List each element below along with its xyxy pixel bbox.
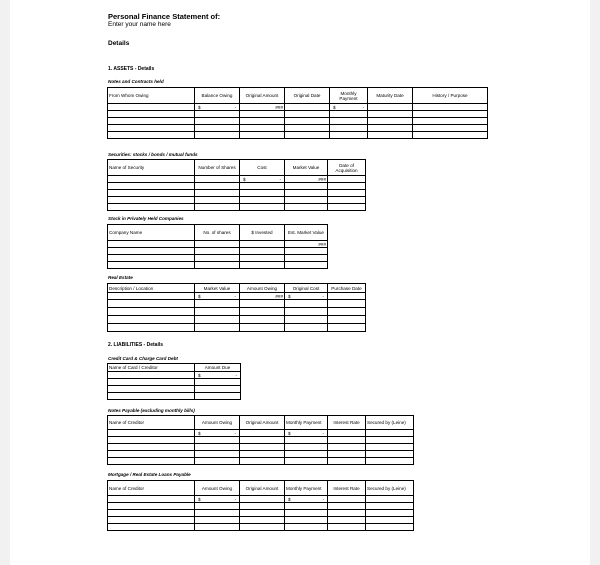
column-header: Amount Owing [195, 481, 240, 496]
table-cell[interactable] [195, 444, 240, 451]
table-cell[interactable] [108, 262, 195, 269]
table-cell[interactable] [328, 308, 366, 316]
table-cell[interactable] [108, 372, 195, 379]
table-cell[interactable] [285, 430, 328, 437]
table-cell[interactable] [108, 118, 195, 125]
table-cell[interactable] [195, 372, 241, 379]
table-cell[interactable] [285, 197, 328, 204]
table-cell[interactable] [240, 524, 285, 531]
notes-payable-title: Notes Payable (excluding monthly bills) [108, 408, 195, 413]
document-title: Personal Finance Statement of: [108, 12, 221, 21]
table-cell[interactable] [240, 316, 285, 324]
mortgage-table [107, 480, 414, 531]
table-cell[interactable] [240, 204, 285, 211]
table-cell[interactable] [195, 255, 240, 262]
table-cell[interactable] [330, 118, 368, 125]
table-cell[interactable] [285, 262, 328, 269]
private-stock-title: Stock in Privately Held Companies [108, 216, 184, 221]
table-cell[interactable] [108, 386, 195, 393]
table-row [108, 510, 414, 517]
column-header: Name of Security [108, 160, 195, 176]
currency-symbol: $ [288, 430, 291, 436]
table-cell[interactable] [108, 379, 195, 386]
table-cell[interactable] [108, 524, 195, 531]
assets-heading: 1. ASSETS - Details [108, 66, 155, 72]
table-row [108, 183, 366, 190]
table-cell[interactable] [195, 524, 240, 531]
table-header-row [108, 364, 241, 372]
real-estate-table [107, 283, 366, 332]
table-cell[interactable] [108, 451, 195, 458]
table-cell[interactable] [240, 111, 285, 118]
liabilities-heading: 2. LIABILITIES - Details [108, 342, 164, 348]
table-row [108, 204, 366, 211]
table-cell[interactable] [368, 118, 413, 125]
table-cell[interactable] [328, 437, 366, 444]
table-cell[interactable] [285, 451, 328, 458]
table-cell[interactable] [328, 183, 366, 190]
table-cell[interactable] [195, 183, 240, 190]
table-cell[interactable] [195, 197, 240, 204]
table-cell[interactable] [108, 496, 195, 503]
table-cell[interactable] [195, 451, 240, 458]
table-cell[interactable] [195, 190, 240, 197]
table-cell[interactable] [108, 104, 195, 111]
table-cell[interactable]: ### [240, 293, 285, 300]
table-cell[interactable] [285, 308, 328, 316]
table-cell[interactable] [195, 300, 240, 308]
table-row [108, 386, 241, 393]
table-cell[interactable] [285, 248, 328, 255]
table-cell[interactable] [328, 190, 366, 197]
table-cell[interactable] [285, 444, 328, 451]
securities-title: Securities: stocks / bonds / mutual funds [108, 152, 198, 157]
column-header: Original Date [285, 88, 330, 104]
table-row [108, 496, 414, 503]
table-cell[interactable] [195, 125, 240, 132]
table-cell[interactable] [108, 308, 195, 316]
currency-symbol: $ [288, 496, 291, 502]
column-header: Market Value [195, 284, 240, 293]
table-cell[interactable] [108, 324, 195, 332]
currency-symbol: $ [243, 176, 246, 182]
column-header: Purchase Date [328, 284, 366, 293]
table-cell[interactable] [195, 458, 240, 465]
table-cell[interactable] [285, 111, 330, 118]
table-row [108, 118, 488, 125]
table-cell[interactable] [195, 437, 240, 444]
table-cell[interactable] [195, 379, 241, 386]
table-cell[interactable] [195, 517, 240, 524]
table-cell[interactable]: ### [285, 241, 328, 248]
column-header: Market Value [285, 160, 328, 176]
table-row [108, 255, 328, 262]
table-cell[interactable] [108, 300, 195, 308]
document-page [10, 0, 590, 565]
table-row [108, 125, 488, 132]
table-row [108, 262, 328, 269]
table-cell[interactable] [240, 262, 285, 269]
table-cell[interactable] [240, 300, 285, 308]
table-row [108, 372, 241, 379]
column-header: Amount Due [195, 364, 241, 372]
column-header: Company Name [108, 225, 195, 241]
table-cell[interactable] [328, 496, 366, 503]
table-cell[interactable] [108, 437, 195, 444]
table-cell[interactable] [108, 444, 195, 451]
table-cell[interactable] [108, 111, 195, 118]
table-cell[interactable] [328, 451, 366, 458]
table-row [108, 248, 328, 255]
table-cell[interactable] [108, 241, 195, 248]
securities-table [107, 159, 366, 211]
table-cell[interactable]: ### [240, 104, 285, 111]
column-header: Est. Market Value [285, 225, 328, 241]
table-cell[interactable] [285, 118, 330, 125]
table-row [108, 111, 488, 118]
table-cell[interactable] [328, 444, 366, 451]
table-cell[interactable] [328, 430, 366, 437]
table-cell[interactable] [108, 393, 195, 400]
column-header: History / Purpose [413, 88, 488, 104]
credit-card-table [107, 363, 241, 400]
notes-held-title: Notes and Contracts held [108, 79, 164, 84]
table-cell[interactable] [413, 111, 488, 118]
dash-value: - [322, 293, 324, 299]
dash-value: - [234, 104, 236, 110]
dash-value: - [234, 430, 236, 436]
table-header-row [108, 160, 366, 176]
table-cell[interactable] [413, 118, 488, 125]
table-cell[interactable] [330, 104, 368, 111]
currency-symbol: $ [198, 496, 201, 502]
column-header: Secured by (Leine) [366, 416, 414, 430]
table-row [108, 458, 414, 465]
table-cell[interactable] [285, 496, 328, 503]
table-cell[interactable] [285, 300, 328, 308]
column-header: Name of Card / Creditor [108, 364, 195, 372]
table-cell[interactable] [328, 204, 366, 211]
table-cell[interactable] [285, 503, 328, 510]
dash-value: - [322, 430, 324, 436]
table-cell[interactable] [240, 517, 285, 524]
table-cell[interactable] [108, 503, 195, 510]
table-cell[interactable] [108, 183, 195, 190]
currency-symbol: $ [198, 293, 201, 299]
table-cell[interactable] [195, 430, 240, 437]
table-row [108, 104, 488, 111]
table-cell[interactable] [240, 510, 285, 517]
table-cell[interactable] [328, 510, 366, 517]
table-cell[interactable] [413, 104, 488, 111]
details-heading: Details [108, 40, 130, 47]
column-header: No. of shares [195, 225, 240, 241]
notes-payable-table [107, 415, 414, 465]
table-cell[interactable] [366, 437, 414, 444]
table-cell[interactable] [285, 255, 328, 262]
dash-value: - [322, 496, 324, 502]
table-cell[interactable] [240, 248, 285, 255]
table-row [108, 393, 241, 400]
table-cell[interactable] [195, 262, 240, 269]
column-header: Monthly Payment [330, 88, 368, 104]
table-cell[interactable] [195, 308, 240, 316]
dash-value: - [234, 496, 236, 502]
table-header-row [108, 481, 414, 496]
column-header: Amount Owing [195, 416, 240, 430]
table-cell[interactable] [285, 190, 328, 197]
table-cell[interactable] [240, 430, 285, 437]
table-cell[interactable] [108, 125, 195, 132]
table-cell[interactable] [195, 241, 240, 248]
name-placeholder[interactable]: Enter your name here [108, 21, 171, 28]
table-cell[interactable] [195, 386, 241, 393]
column-header: Number of Shares [195, 160, 240, 176]
table-row [108, 451, 414, 458]
table-header-row [108, 416, 414, 430]
table-cell[interactable] [328, 300, 366, 308]
column-header: Date of Acquisition [328, 160, 366, 176]
table-cell[interactable] [195, 176, 240, 183]
table-cell[interactable] [366, 458, 414, 465]
table-cell[interactable] [285, 458, 328, 465]
table-row [108, 517, 414, 524]
table-cell[interactable] [368, 104, 413, 111]
table-cell[interactable] [285, 437, 328, 444]
table-row [108, 293, 366, 300]
table-cell[interactable] [330, 111, 368, 118]
table-cell[interactable] [195, 248, 240, 255]
table-row [108, 241, 328, 248]
column-header: Original Cost [285, 284, 328, 293]
table-cell[interactable] [285, 517, 328, 524]
table-cell[interactable] [108, 197, 195, 204]
table-cell[interactable] [195, 132, 240, 139]
table-cell[interactable] [366, 524, 414, 531]
table-row [108, 444, 414, 451]
table-cell[interactable] [108, 316, 195, 324]
table-cell[interactable] [285, 183, 328, 190]
table-cell[interactable] [328, 197, 366, 204]
column-header: Secured by (Leine) [366, 481, 414, 496]
dash-value: - [234, 293, 236, 299]
table-cell[interactable] [240, 255, 285, 262]
table-cell[interactable] [328, 503, 366, 510]
table-cell[interactable] [195, 293, 240, 300]
column-header: Interest Rate [328, 416, 366, 430]
dash-value: - [279, 176, 281, 182]
credit-card-title: Credit Card & Charge Card Debt [108, 356, 178, 361]
table-cell[interactable] [285, 510, 328, 517]
currency-symbol: $ [333, 104, 336, 110]
table-cell[interactable] [328, 293, 366, 300]
table-cell[interactable] [240, 183, 285, 190]
currency-symbol: $ [198, 430, 201, 436]
table-cell[interactable] [240, 125, 285, 132]
private-stock-table [107, 224, 328, 269]
table-cell[interactable] [240, 197, 285, 204]
column-header: Interest Rate [328, 481, 366, 496]
table-row [108, 197, 366, 204]
table-cell[interactable]: ### [285, 176, 328, 183]
table-row [108, 190, 366, 197]
table-cell[interactable] [413, 125, 488, 132]
notes-held-table [107, 87, 488, 139]
currency-symbol: $ [198, 372, 201, 378]
table-cell[interactable] [108, 132, 195, 139]
table-cell[interactable] [366, 496, 414, 503]
table-cell[interactable] [368, 125, 413, 132]
table-cell[interactable] [240, 503, 285, 510]
table-cell[interactable] [328, 324, 366, 332]
table-row [108, 379, 241, 386]
table-row [108, 316, 366, 324]
dash-value: - [362, 104, 364, 110]
table-cell[interactable] [285, 104, 330, 111]
table-cell[interactable] [240, 437, 285, 444]
column-header: Original Amount [240, 481, 285, 496]
table-cell[interactable] [108, 293, 195, 300]
table-header-row [108, 284, 366, 293]
column-header: Cost [240, 160, 285, 176]
table-row [108, 300, 366, 308]
table-cell[interactable] [330, 132, 368, 139]
table-row [108, 132, 488, 139]
table-cell[interactable] [108, 248, 195, 255]
table-cell[interactable] [285, 204, 328, 211]
table-cell[interactable] [366, 444, 414, 451]
table-cell[interactable] [366, 503, 414, 510]
table-cell[interactable] [366, 517, 414, 524]
table-cell[interactable] [195, 496, 240, 503]
table-cell[interactable] [285, 125, 330, 132]
column-header: Amount Owing [240, 284, 285, 293]
table-row [108, 524, 414, 531]
table-cell[interactable] [285, 524, 328, 531]
table-cell[interactable] [108, 176, 195, 183]
column-header: Monthly Payment [285, 481, 328, 496]
table-cell[interactable] [285, 293, 328, 300]
column-header: Name of Creditor [108, 481, 195, 496]
table-cell[interactable] [240, 308, 285, 316]
table-cell[interactable] [328, 316, 366, 324]
table-cell[interactable] [240, 451, 285, 458]
column-header: $ Invested [240, 225, 285, 241]
currency-symbol: $ [288, 293, 291, 299]
column-header: Original Amount [240, 88, 285, 104]
mortgage-title: Mortgage / Real Estate Loans Payable [108, 472, 191, 477]
column-header: Balance Owing [195, 88, 240, 104]
table-cell[interactable] [195, 393, 241, 400]
table-row [108, 308, 366, 316]
table-cell[interactable] [108, 458, 195, 465]
table-cell[interactable] [195, 118, 240, 125]
column-header: From Whom Owing [108, 88, 195, 104]
column-header: Original Amount [240, 416, 285, 430]
table-cell[interactable] [328, 524, 366, 531]
table-row [108, 324, 366, 332]
column-header: Monthly Payment [285, 416, 328, 430]
table-cell[interactable] [368, 132, 413, 139]
table-cell[interactable] [108, 430, 195, 437]
table-cell[interactable] [240, 458, 285, 465]
table-cell[interactable] [240, 190, 285, 197]
table-cell[interactable] [285, 324, 328, 332]
table-cell[interactable] [328, 458, 366, 465]
currency-symbol: $ [198, 104, 201, 110]
table-cell[interactable] [240, 176, 285, 183]
table-cell[interactable] [366, 430, 414, 437]
dash-value: - [235, 372, 237, 378]
table-cell[interactable] [195, 510, 240, 517]
table-row [108, 430, 414, 437]
table-row [108, 437, 414, 444]
table-cell[interactable] [368, 111, 413, 118]
table-cell[interactable] [413, 132, 488, 139]
column-header: Maturity Date [368, 88, 413, 104]
table-cell[interactable] [108, 510, 195, 517]
table-cell[interactable] [195, 111, 240, 118]
table-cell[interactable] [195, 503, 240, 510]
table-cell[interactable] [240, 241, 285, 248]
column-header: Description / Location [108, 284, 195, 293]
table-cell[interactable] [240, 496, 285, 503]
table-cell[interactable] [195, 104, 240, 111]
table-header-row [108, 88, 488, 104]
table-cell[interactable] [366, 510, 414, 517]
table-cell[interactable] [195, 316, 240, 324]
table-cell[interactable] [240, 444, 285, 451]
table-cell[interactable] [285, 132, 330, 139]
table-row [108, 503, 414, 510]
table-cell[interactable] [285, 316, 328, 324]
table-cell[interactable] [366, 451, 414, 458]
table-cell[interactable] [108, 190, 195, 197]
table-cell[interactable] [328, 176, 366, 183]
table-cell[interactable] [195, 324, 240, 332]
table-cell[interactable] [108, 204, 195, 211]
table-cell[interactable] [328, 517, 366, 524]
table-cell[interactable] [330, 125, 368, 132]
table-cell[interactable] [195, 204, 240, 211]
table-cell[interactable] [240, 324, 285, 332]
table-row [108, 176, 366, 183]
table-cell[interactable] [240, 118, 285, 125]
table-cell[interactable] [108, 255, 195, 262]
table-header-row [108, 225, 328, 241]
table-cell[interactable] [240, 132, 285, 139]
table-cell[interactable] [108, 517, 195, 524]
real-estate-title: Real Estate [108, 275, 133, 280]
column-header: Name of Creditor [108, 416, 195, 430]
